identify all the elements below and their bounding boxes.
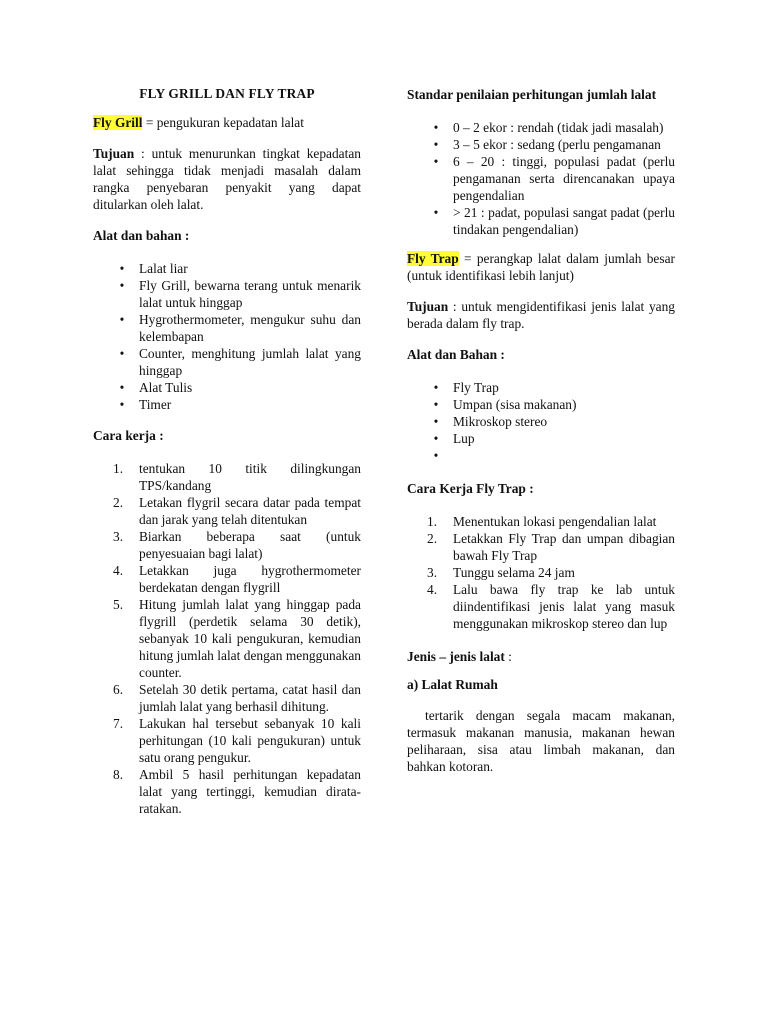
cara-kerja-list [93, 460, 361, 817]
bullet-icon: • [433, 414, 439, 429]
list-item-text: tentukan 10 titik dilingkungan TPS/kandang [139, 461, 361, 493]
list-item-text: Letakkan juga hygrothermometer berdekatan dengan flygrill [139, 563, 361, 595]
list-item [407, 430, 675, 447]
standar-list [407, 119, 675, 238]
jenis-heading-text: Jenis – jenis lalat [407, 649, 505, 664]
list-item-text: Umpan (sisa makanan) [453, 397, 577, 412]
fly-trap-definition [407, 250, 675, 284]
list-item: 2. Letakan flygril secara datar pada tempat dan jarak yang telah ditentukan [113, 495, 361, 527]
fly-trap-cara-list [407, 513, 675, 632]
fly-trap-alat-list [407, 379, 675, 464]
list-item: 3. Biarkan beberapa saat (untuk penyesuaian bagi lalat) [113, 529, 361, 561]
list-item: 4. Lalu bawa fly trap ke lab untuk diindentifikasi jenis lalat yang masuk menggunakan mikroskop stereo dan lup [427, 582, 675, 631]
list-item [407, 153, 675, 204]
tujuan-label: Tujuan [93, 146, 135, 161]
bullet-icon: • [119, 261, 125, 276]
alat-bahan-list [93, 260, 361, 413]
fly-trap-def-text: = perangkap lalat dalam jumlah besar (untuk identifikasi lebih lanjut) [407, 251, 675, 283]
list-item-text: Fly Grill, bewarna terang untuk menarik lalat untuk hinggap [139, 278, 361, 310]
list-item: 1. Menentukan lokasi pengendalian lalat [427, 514, 657, 529]
bullet-icon: • [433, 137, 439, 152]
jenis-heading-suffix: : [504, 649, 512, 664]
bullet-icon: • [433, 448, 439, 463]
list-item-text: Lakukan hal tersebut sebanyak 10 kali perhitungan (10 kali pengukuran) untuk satu orang pengukur. [139, 716, 361, 765]
lalat-rumah-paragraph: tertarik dengan segala macam makanan, termasuk makanan manusia, makanan hewan peliharaan, sisa atau limbah makanan, dan bahkan kotoran. [407, 708, 675, 774]
list-item-text: 0 – 2 ekor : rendah (tidak jadi masalah) [453, 120, 664, 135]
list-item-text: Mikroskop stereo [453, 414, 548, 429]
fly-trap-term: Fly Trap [407, 251, 459, 266]
list-item-text: Lup [453, 431, 475, 446]
list-item: 8. Ambil 5 hasil perhitungan kepadatan lalat yang tertinggi, kemudian dirata-ratakan. [113, 767, 361, 816]
list-item: 3. Tunggu selama 24 jam [427, 565, 575, 580]
list-item: 1. tentukan 10 titik dilingkungan TPS/kandang [113, 461, 361, 493]
list-item: 2. Letakkan Fly Trap dan umpan dibagian bawah Fly Trap [427, 531, 675, 563]
bullet-icon: • [433, 380, 439, 395]
list-item-text: 6 – 20 : tinggi, populasi padat (perlu pengamanan serta direncanakan upaya pengendalian [453, 154, 675, 203]
bullet-icon: • [433, 431, 439, 446]
left-column [93, 86, 361, 817]
fly-grill-definition [93, 114, 361, 131]
list-item [93, 345, 361, 379]
bullet-icon: • [119, 278, 125, 293]
fly-grill-purpose [93, 145, 361, 213]
bullet-icon: • [433, 205, 439, 220]
list-item-text: Counter, menghitung jumlah lalat yang hinggap [139, 346, 361, 378]
bullet-icon: • [119, 346, 125, 361]
bullet-icon: • [433, 120, 439, 135]
list-item [407, 136, 675, 153]
list-item [407, 204, 675, 238]
list-item [407, 447, 675, 464]
tujuan-label: Tujuan [407, 299, 449, 314]
list-item [407, 396, 675, 413]
right-column [407, 86, 675, 775]
lalat-rumah-heading: a) Lalat Rumah [407, 677, 498, 692]
bullet-icon: • [119, 397, 125, 412]
list-item-text: Hitung jumlah lalat yang hinggap pada flygrill (perdetik selama 30 detik), sebanyak 10 kali pengukuran, kemudian hitung jumlah lalat dengan menggunakan counter. [139, 597, 361, 680]
list-item [407, 413, 675, 430]
list-item: 7. Lakukan hal tersebut sebanyak 10 kali perhitungan (10 kali pengukuran) untuk satu orang pengukur. [113, 716, 361, 765]
tujuan-text: : untuk mengidentifikasi jenis lalat yang berada dalam fly trap. [407, 299, 675, 331]
list-item-text: Menentukan lokasi pengendalian lalat [453, 514, 657, 529]
list-item [407, 119, 675, 136]
list-item [93, 260, 361, 277]
list-item-text: Letakkan Fly Trap dan umpan dibagian bawah Fly Trap [453, 531, 675, 563]
list-item-text: Alat Tulis [139, 380, 193, 395]
list-item-text: Tunggu selama 24 jam [453, 565, 575, 580]
list-item-text: Lalu bawa fly trap ke lab untuk diindentifikasi jenis lalat yang masuk menggunakan mikroskop stereo dan lup [453, 582, 675, 631]
list-item [93, 379, 361, 396]
fly-grill-term: Fly Grill [93, 115, 143, 130]
list-item-text: Biarkan beberapa saat (untuk penyesuaian bagi lalat) [139, 529, 361, 561]
list-item: 5. Hitung jumlah lalat yang hinggap pada flygrill (perdetik selama 30 detik), sebanyak 10 kali pengukuran, kemudian hitung jumlah lalat dengan menggunakan counter. [113, 597, 361, 680]
list-item-text: Ambil 5 hasil perhitungan kepadatan lalat yang tertinggi, kemudian dirata-ratakan. [139, 767, 361, 816]
list-item-text: Timer [139, 397, 172, 412]
document-title: FLY GRILL DAN FLY TRAP [139, 86, 315, 101]
list-item-text: > 21 : padat, populasi sangat padat (perlu tindakan pengendalian) [453, 205, 675, 237]
tujuan-text: : untuk menurunkan tingkat kepadatan lalat sehingga tidak menjadi masalah dalam rangka penyebaran penyakit yang dapat ditularkan oleh lalat. [93, 146, 361, 212]
alat-bahan-heading: Alat dan bahan : [93, 228, 190, 243]
jenis-lalat-heading [407, 648, 675, 665]
list-item-text: Letakan flygril secara datar pada tempat dan jarak yang telah ditentukan [139, 495, 361, 527]
bullet-icon: • [433, 397, 439, 412]
list-item: 4. Letakkan juga hygrothermometer berdekatan dengan flygrill [113, 563, 361, 595]
standar-heading: Standar penilaian perhitungan jumlah lalat [407, 87, 657, 102]
alat-bahan-heading: Alat dan Bahan : [407, 347, 505, 362]
bullet-icon: • [119, 380, 125, 395]
list-item-text: 3 – 5 ekor : sedang (perlu pengamanan [453, 137, 661, 152]
fly-trap-purpose [407, 298, 675, 332]
list-item: 6. Setelah 30 detik pertama, catat hasil dan jumlah lalat yang berhasil dihitung. [113, 682, 361, 714]
list-item [93, 311, 361, 345]
list-item [407, 379, 675, 396]
list-item-text: Fly Trap [453, 380, 499, 395]
cara-kerja-heading: Cara kerja : [93, 428, 164, 443]
list-item-text: Setelah 30 detik pertama, catat hasil dan jumlah lalat yang berhasil dihitung. [139, 682, 361, 714]
bullet-icon: • [119, 312, 125, 327]
list-item-text: Lalat liar [139, 261, 188, 276]
list-item [93, 396, 361, 413]
list-item-text: Hygrothermometer, mengukur suhu dan kelembapan [139, 312, 361, 344]
cara-kerja-heading: Cara Kerja Fly Trap : [407, 481, 534, 496]
fly-grill-def-text: = pengukuran kepadatan lalat [142, 115, 304, 130]
bullet-icon: • [433, 154, 439, 169]
list-item [93, 277, 361, 311]
